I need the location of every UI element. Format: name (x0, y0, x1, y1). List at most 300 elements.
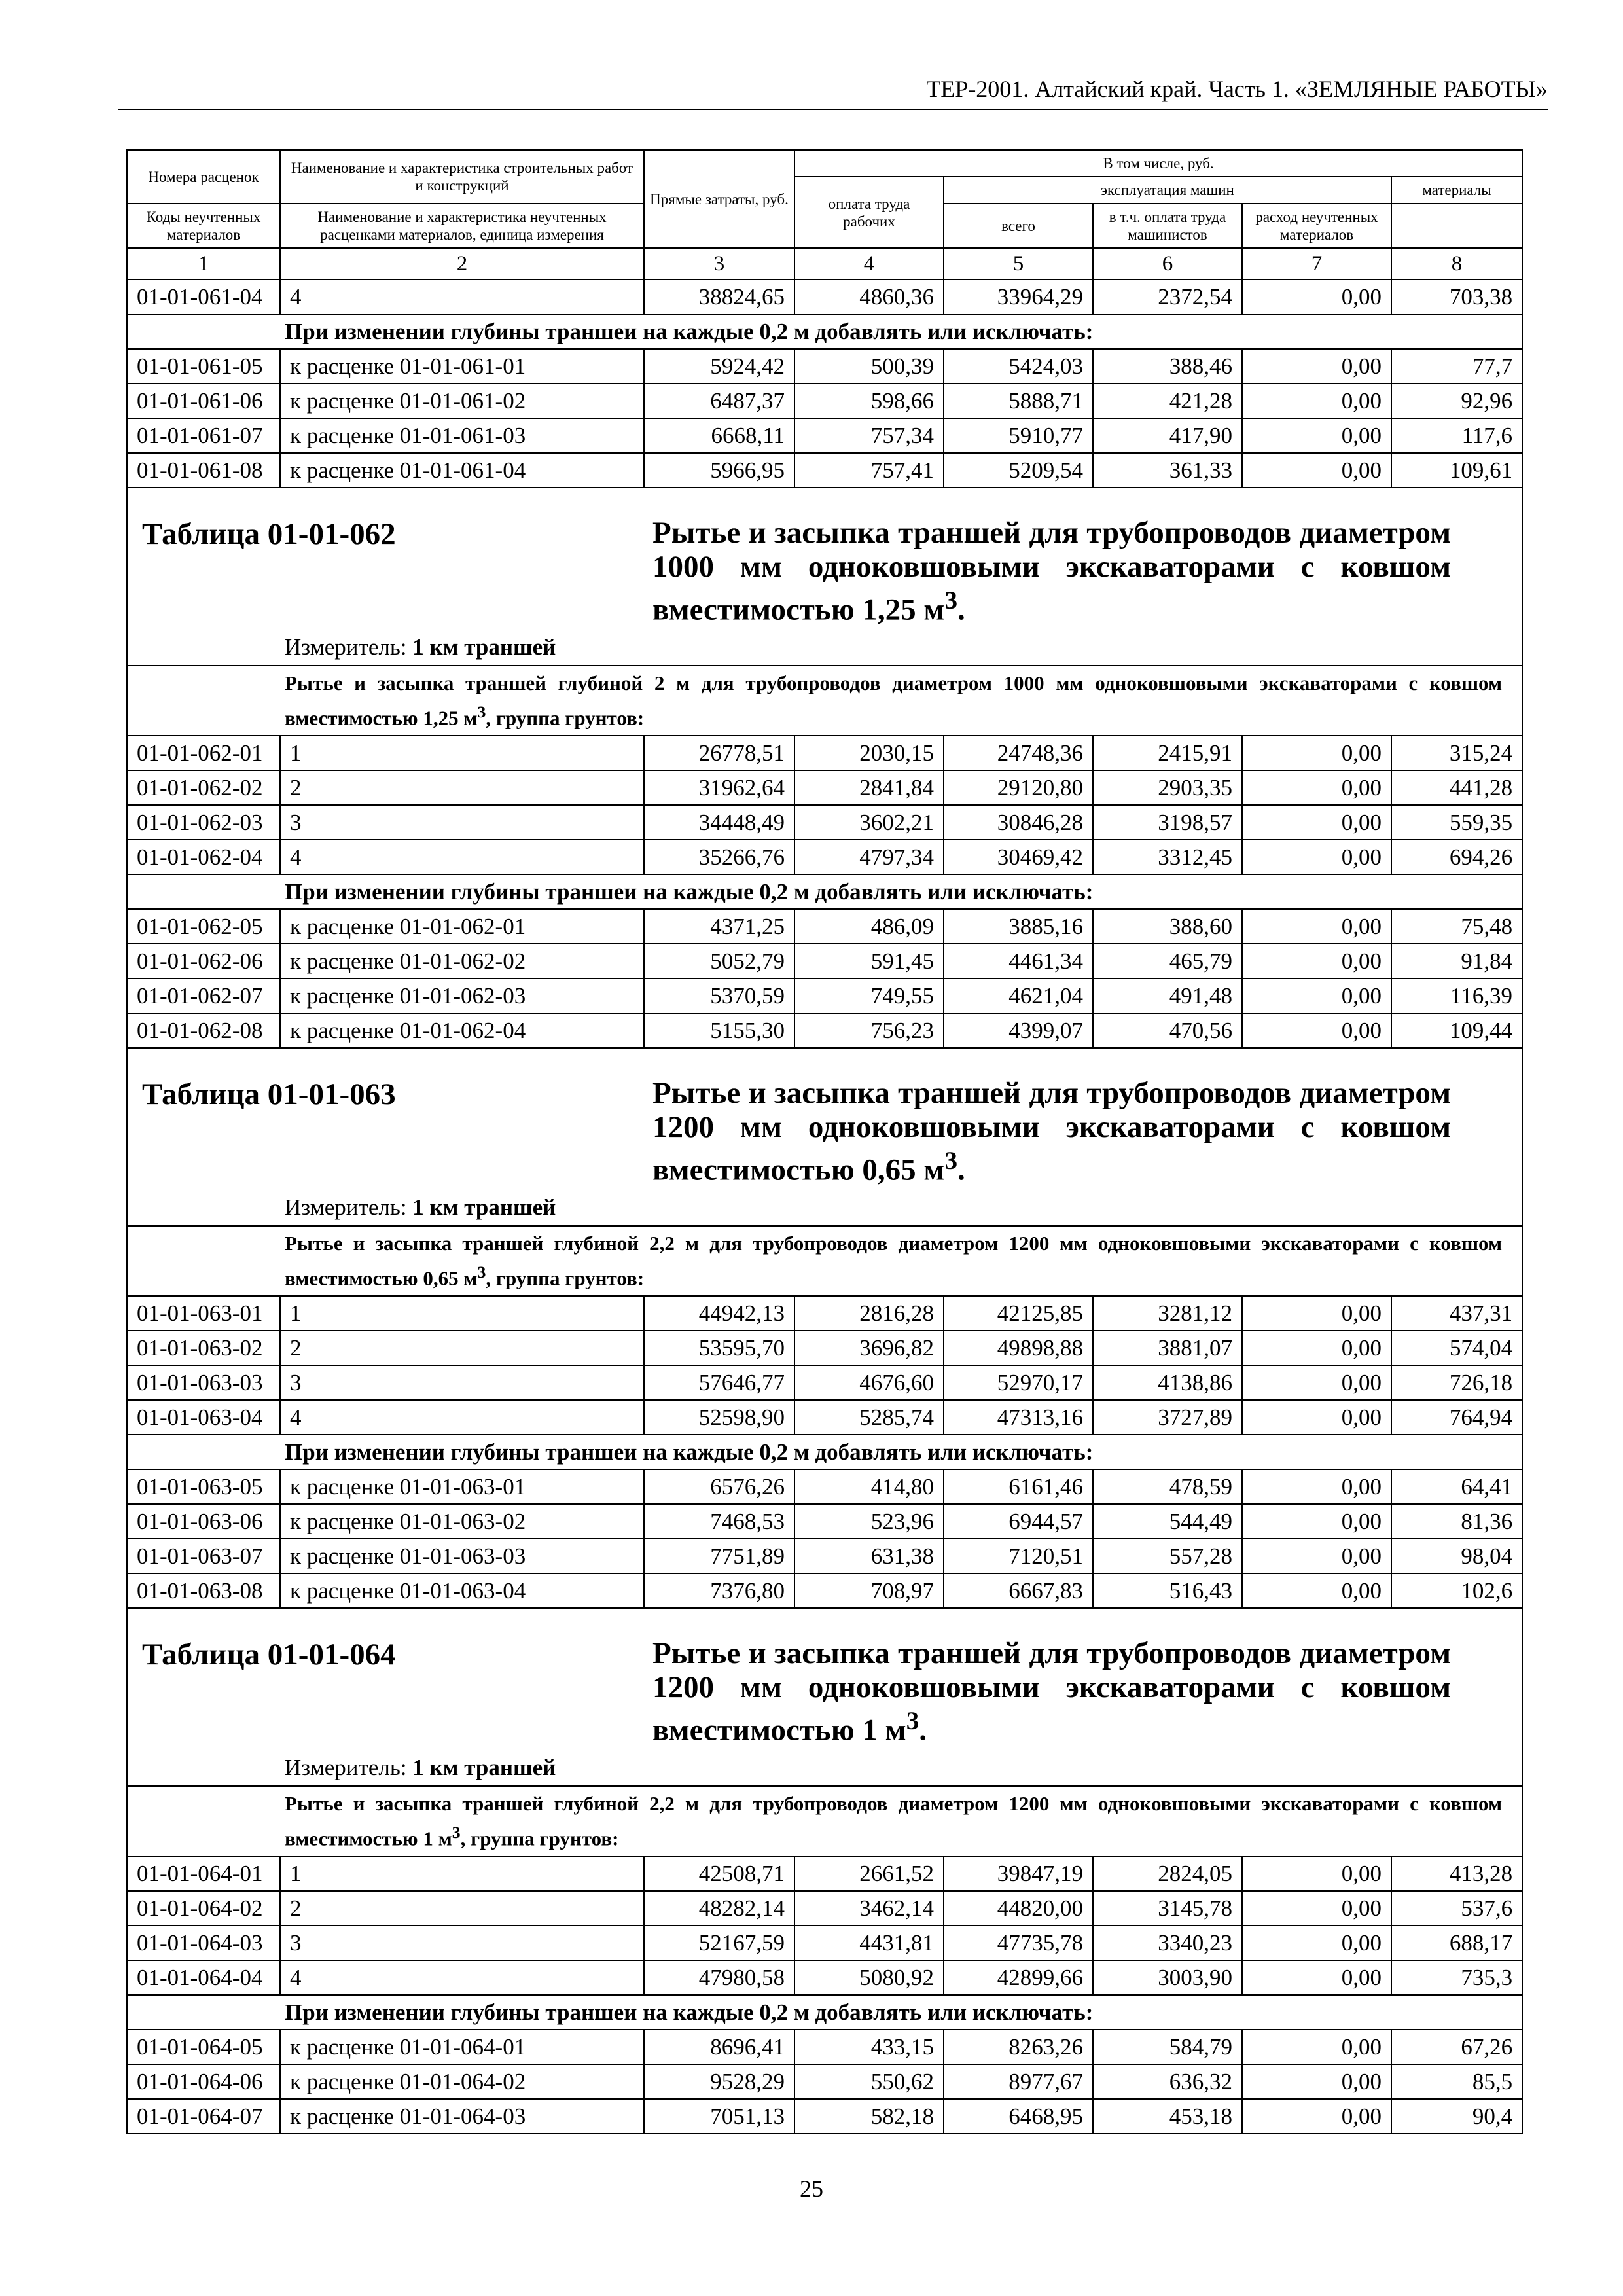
rate-name: к расценке 01-01-064-02 (280, 2064, 644, 2099)
rate-value: 0,00 (1242, 736, 1391, 770)
table-row (127, 805, 1522, 840)
column-number: 2 (280, 248, 644, 279)
rate-value: 42508,71 (644, 1856, 794, 1891)
superscript: 3 (452, 1822, 461, 1842)
rate-value: 0,00 (1242, 1400, 1391, 1435)
rate-value: 0,00 (1242, 1013, 1391, 1048)
rate-value: 470,56 (1093, 1013, 1242, 1048)
table-row (127, 1469, 1522, 1504)
rate-name: 4 (280, 1960, 644, 1995)
column-number: 1 (127, 248, 280, 279)
superscript: 3 (906, 1706, 919, 1735)
table-title-block (127, 1048, 1522, 1226)
rate-value: 465,79 (1093, 944, 1242, 978)
rate-name: к расценке 01-01-063-02 (280, 1504, 644, 1539)
rate-value: 38824,65 (644, 279, 794, 314)
col-codes-bottom: Коды неучтенных материалов (127, 204, 280, 248)
rate-value: 31962,64 (644, 770, 794, 805)
rate-value: 53595,70 (644, 1331, 794, 1365)
rate-value: 4676,60 (794, 1365, 944, 1400)
rate-value: 0,00 (1242, 1926, 1391, 1960)
rate-value: 5080,92 (794, 1960, 944, 1995)
rate-value: 7051,13 (644, 2099, 794, 2134)
table-row (127, 1504, 1522, 1539)
rate-value: 453,18 (1093, 2099, 1242, 2134)
table-row (127, 770, 1522, 805)
rate-value: 102,6 (1391, 1573, 1522, 1608)
group-text: Рытье и засыпка траншей глубиной 2 м для трубопроводов диаметром 1000 мм одноковшовыми экскаваторами с ковшом вместимостью 1,25 м (285, 671, 1503, 729)
rate-value: 2903,35 (1093, 770, 1242, 805)
rate-value: 478,59 (1093, 1469, 1242, 1504)
rate-value: 0,00 (1242, 2030, 1391, 2064)
table-row (127, 279, 1522, 314)
table-row (127, 2099, 1522, 2134)
depth-adjustment-note: При изменении глубины траншеи на каждые 0,2 м добавлять или исключать: (127, 874, 1522, 909)
table-title-end: . (919, 1713, 927, 1748)
table-number: Таблица 01-01-063 (142, 1077, 396, 1111)
rate-name: к расценке 01-01-061-04 (280, 453, 644, 488)
rate-value: 35266,76 (644, 840, 794, 874)
rate-value: 749,55 (794, 978, 944, 1013)
rate-value: 0,00 (1242, 978, 1391, 1013)
table-row (127, 840, 1522, 874)
col-unaccounted: расход неучтенных материалов (1242, 204, 1391, 248)
col-machines: эксплуатация машин (944, 177, 1391, 204)
rate-code: 01-01-061-04 (127, 279, 280, 314)
rate-value: 688,17 (1391, 1926, 1522, 1960)
rate-value: 3881,07 (1093, 1331, 1242, 1365)
rate-value: 0,00 (1242, 2064, 1391, 2099)
table-row (127, 1856, 1522, 1891)
rate-value: 491,48 (1093, 978, 1242, 1013)
rate-value: 30469,42 (944, 840, 1093, 874)
rate-value: 6668,11 (644, 418, 794, 453)
rate-code: 01-01-063-08 (127, 1573, 280, 1608)
rate-value: 2841,84 (794, 770, 944, 805)
unit-line (128, 1187, 1522, 1225)
rate-name: к расценке 01-01-062-01 (280, 909, 644, 944)
rate-name: 2 (280, 1891, 644, 1926)
rate-code: 01-01-062-03 (127, 805, 280, 840)
rate-name: 1 (280, 736, 644, 770)
group-text-end: , группа грунтов: (486, 706, 645, 729)
table-row (127, 909, 1522, 944)
rate-value: 4371,25 (644, 909, 794, 944)
rate-name: к расценке 01-01-062-04 (280, 1013, 644, 1048)
table-row (127, 1365, 1522, 1400)
rate-value: 0,00 (1242, 453, 1391, 488)
rate-value: 47980,58 (644, 1960, 794, 1995)
rate-value: 0,00 (1242, 805, 1391, 840)
rate-value: 2372,54 (1093, 279, 1242, 314)
rate-code: 01-01-063-03 (127, 1365, 280, 1400)
rate-value: 3340,23 (1093, 1926, 1242, 1960)
rate-value: 0,00 (1242, 418, 1391, 453)
depth-adjustment-note: При изменении глубины траншеи на каждые 0,2 м добавлять или исключать: (127, 1435, 1522, 1469)
rate-value: 91,84 (1391, 944, 1522, 978)
col-total: всего (944, 204, 1093, 248)
rate-code: 01-01-064-03 (127, 1926, 280, 1960)
unit-label: Измеритель: (285, 634, 407, 660)
rate-code: 01-01-063-01 (127, 1296, 280, 1331)
rate-code: 01-01-064-02 (127, 1891, 280, 1926)
rate-value: 4797,34 (794, 840, 944, 874)
table-title-row (127, 488, 1522, 666)
rate-value: 8696,41 (644, 2030, 794, 2064)
rate-name: 3 (280, 805, 644, 840)
rate-name: к расценке 01-01-063-04 (280, 1573, 644, 1608)
rate-value: 8263,26 (944, 2030, 1093, 2064)
superscript: 3 (944, 586, 958, 615)
rate-value: 0,00 (1242, 1891, 1391, 1926)
rate-value: 0,00 (1242, 1469, 1391, 1504)
table-row (127, 1331, 1522, 1365)
rate-value: 0,00 (1242, 840, 1391, 874)
rate-value: 631,38 (794, 1539, 944, 1573)
table-row (127, 1400, 1522, 1435)
rate-value: 48282,14 (644, 1891, 794, 1926)
rate-value: 42899,66 (944, 1960, 1093, 1995)
rate-value: 0,00 (1242, 1573, 1391, 1608)
table-title (652, 1636, 1451, 1748)
unit-value: 1 км траншей (412, 634, 556, 660)
rate-value: 544,49 (1093, 1504, 1242, 1539)
rate-value: 98,04 (1391, 1539, 1522, 1573)
rate-value: 0,00 (1242, 349, 1391, 384)
rate-name: 2 (280, 1331, 644, 1365)
rate-name: к расценке 01-01-063-03 (280, 1539, 644, 1573)
price-sheet (126, 149, 1522, 2134)
col-wages: оплата труда рабочих (794, 177, 944, 248)
table-row (127, 418, 1522, 453)
rate-value: 0,00 (1242, 944, 1391, 978)
rate-value: 756,23 (794, 1013, 944, 1048)
table-row (127, 978, 1522, 1013)
rate-value: 3145,78 (1093, 1891, 1242, 1926)
rate-value: 85,5 (1391, 2064, 1522, 2099)
table-body (127, 279, 1522, 2134)
rate-value: 5285,74 (794, 1400, 944, 1435)
depth-adjustment-note: При изменении глубины траншеи на каждые 0,2 м добавлять или исключать: (127, 314, 1522, 349)
page-number: 25 (800, 2176, 823, 2202)
col-materials: материалы (1391, 177, 1522, 204)
rate-value: 413,28 (1391, 1856, 1522, 1891)
rate-value: 109,44 (1391, 1013, 1522, 1048)
table-title-block (127, 488, 1522, 666)
rate-value: 5888,71 (944, 384, 1093, 418)
rate-value: 77,7 (1391, 349, 1522, 384)
table-row (127, 944, 1522, 978)
rate-code: 01-01-063-05 (127, 1469, 280, 1504)
rate-value: 7120,51 (944, 1539, 1093, 1573)
table-title-text: Рытье и засыпка траншей для трубопроводов диаметром 1200 мм одноковшовыми экскаваторами с ковшом вместимостью 1 м (652, 1636, 1451, 1748)
rate-value: 116,39 (1391, 978, 1522, 1013)
rate-value: 117,6 (1391, 418, 1522, 453)
rate-value: 6468,95 (944, 2099, 1093, 2134)
table-number: Таблица 01-01-062 (142, 517, 396, 551)
superscript: 3 (477, 1262, 486, 1282)
group-description (127, 1226, 1522, 1296)
rate-value: 5966,95 (644, 453, 794, 488)
rate-value: 417,90 (1093, 418, 1242, 453)
subheading-row (127, 314, 1522, 349)
rate-value: 437,31 (1391, 1296, 1522, 1331)
rate-value: 67,26 (1391, 2030, 1522, 2064)
rate-value: 5924,42 (644, 349, 794, 384)
rate-code: 01-01-063-06 (127, 1504, 280, 1539)
rate-value: 2824,05 (1093, 1856, 1242, 1891)
rate-value: 92,96 (1391, 384, 1522, 418)
rate-value: 81,36 (1391, 1504, 1522, 1539)
rate-value: 414,80 (794, 1469, 944, 1504)
rate-value: 5155,30 (644, 1013, 794, 1048)
rate-value: 3312,45 (1093, 840, 1242, 874)
rate-value: 735,3 (1391, 1960, 1522, 1995)
unit-label: Измеритель: (285, 1754, 407, 1780)
rate-value: 4621,04 (944, 978, 1093, 1013)
rate-value: 523,96 (794, 1504, 944, 1539)
rate-value: 7468,53 (644, 1504, 794, 1539)
rate-value: 24748,36 (944, 736, 1093, 770)
rate-value: 33964,29 (944, 279, 1093, 314)
rate-name: 4 (280, 840, 644, 874)
superscript: 3 (944, 1146, 958, 1175)
subheading-row (127, 874, 1522, 909)
rate-value: 703,38 (1391, 279, 1522, 314)
rate-value: 500,39 (794, 349, 944, 384)
rate-value: 3602,21 (794, 805, 944, 840)
col-operators: в т.ч. оплата труда машинистов (1093, 204, 1242, 248)
rate-name: к расценке 01-01-062-03 (280, 978, 644, 1013)
group-row (127, 1786, 1522, 1856)
unit-line (128, 627, 1522, 665)
rate-value: 4860,36 (794, 279, 944, 314)
rate-code: 01-01-063-02 (127, 1331, 280, 1365)
rate-name: 2 (280, 770, 644, 805)
table-title-text: Рытье и засыпка траншей для трубопроводов диаметром 1200 мм одноковшовыми экскаваторами с ковшом вместимостью 0,65 м (652, 1075, 1451, 1187)
table-header (127, 150, 1522, 279)
rate-value: 52970,17 (944, 1365, 1093, 1400)
rate-value: 3003,90 (1093, 1960, 1242, 1995)
table-title-end: . (957, 592, 965, 627)
rate-value: 5209,54 (944, 453, 1093, 488)
rate-value: 559,35 (1391, 805, 1522, 840)
table-row (127, 1926, 1522, 1960)
rate-value: 4461,34 (944, 944, 1093, 978)
rate-value: 3281,12 (1093, 1296, 1242, 1331)
rate-name: к расценке 01-01-064-01 (280, 2030, 644, 2064)
group-text: Рытье и засыпка траншей глубиной 2,2 м для трубопроводов диаметром 1200 мм одноковшовыми экскаваторами с ковшом вместимостью 0,65 м (285, 1231, 1503, 1289)
column-number: 5 (944, 248, 1093, 279)
rate-value: 44820,00 (944, 1891, 1093, 1926)
rate-value: 9528,29 (644, 2064, 794, 2099)
rate-name: 4 (280, 1400, 644, 1435)
rate-code: 01-01-062-07 (127, 978, 280, 1013)
unit-line (128, 1748, 1522, 1785)
table-row (127, 1573, 1522, 1608)
rate-value: 34448,49 (644, 805, 794, 840)
rate-code: 01-01-064-04 (127, 1960, 280, 1995)
rate-value: 6487,37 (644, 384, 794, 418)
rate-value: 757,41 (794, 453, 944, 488)
rate-value: 30846,28 (944, 805, 1093, 840)
rate-value: 2030,15 (794, 736, 944, 770)
rate-value: 584,79 (1093, 2030, 1242, 2064)
table-row (127, 349, 1522, 384)
rate-value: 4138,86 (1093, 1365, 1242, 1400)
rate-value: 486,09 (794, 909, 944, 944)
rate-value: 3198,57 (1093, 805, 1242, 840)
rate-code: 01-01-061-07 (127, 418, 280, 453)
rate-name: к расценке 01-01-064-03 (280, 2099, 644, 2134)
rate-value: 0,00 (1242, 1296, 1391, 1331)
rate-value: 0,00 (1242, 1960, 1391, 1995)
rate-value: 0,00 (1242, 909, 1391, 944)
rate-value: 2661,52 (794, 1856, 944, 1891)
rate-value: 388,60 (1093, 909, 1242, 944)
column-numbers (127, 248, 1522, 279)
group-description (127, 1786, 1522, 1856)
rate-code: 01-01-061-08 (127, 453, 280, 488)
rate-value: 5370,59 (644, 978, 794, 1013)
table-row (127, 1960, 1522, 1995)
rate-value: 708,97 (794, 1573, 944, 1608)
rate-value: 0,00 (1242, 1365, 1391, 1400)
group-text-end: , группа грунтов: (486, 1266, 645, 1289)
rate-value: 49898,88 (944, 1331, 1093, 1365)
rate-name: 1 (280, 1856, 644, 1891)
table-row (127, 1296, 1522, 1331)
rate-code: 01-01-062-04 (127, 840, 280, 874)
table-title-end: . (957, 1153, 965, 1187)
unit-value: 1 км траншей (412, 1754, 556, 1780)
group-description (127, 666, 1522, 736)
rate-value: 57646,77 (644, 1365, 794, 1400)
rate-value: 557,28 (1093, 1539, 1242, 1573)
rate-name: 3 (280, 1926, 644, 1960)
rate-value: 8977,67 (944, 2064, 1093, 2099)
table-row (127, 453, 1522, 488)
rate-value: 6667,83 (944, 1573, 1093, 1608)
rate-code: 01-01-062-02 (127, 770, 280, 805)
column-number: 4 (794, 248, 944, 279)
rate-value: 2415,91 (1093, 736, 1242, 770)
unit-value: 1 км траншей (412, 1194, 556, 1220)
rate-code: 01-01-062-01 (127, 736, 280, 770)
table-title (652, 1076, 1451, 1187)
column-number: 7 (1242, 248, 1391, 279)
unit-label: Измеритель: (285, 1194, 407, 1220)
rate-value: 694,26 (1391, 840, 1522, 874)
table-row (127, 2030, 1522, 2064)
rate-value: 44942,13 (644, 1296, 794, 1331)
table-title (652, 516, 1451, 627)
table-number: Таблица 01-01-064 (142, 1637, 396, 1672)
table-row (127, 736, 1522, 770)
col-direct: Прямые затраты, руб. (644, 150, 794, 248)
rate-name: 1 (280, 1296, 644, 1331)
rate-name: к расценке 01-01-063-01 (280, 1469, 644, 1504)
rate-code: 01-01-064-06 (127, 2064, 280, 2099)
table-row (127, 1891, 1522, 1926)
column-number: 3 (644, 248, 794, 279)
rate-name: к расценке 01-01-061-02 (280, 384, 644, 418)
rate-value: 47735,78 (944, 1926, 1093, 1960)
rate-value: 598,66 (794, 384, 944, 418)
col-incl: В том числе, руб. (794, 150, 1522, 177)
table-row (127, 2064, 1522, 2099)
rates-table (126, 149, 1523, 2134)
table-title-block (127, 1608, 1522, 1786)
rate-value: 4399,07 (944, 1013, 1093, 1048)
rate-value: 42125,85 (944, 1296, 1093, 1331)
rate-value: 726,18 (1391, 1365, 1522, 1400)
rate-code: 01-01-063-07 (127, 1539, 280, 1573)
rate-value: 52598,90 (644, 1400, 794, 1435)
rate-code: 01-01-062-05 (127, 909, 280, 944)
rate-code: 01-01-062-06 (127, 944, 280, 978)
rate-code: 01-01-064-07 (127, 2099, 280, 2134)
subheading-row (127, 1435, 1522, 1469)
rate-value: 315,24 (1391, 736, 1522, 770)
rate-value: 0,00 (1242, 1331, 1391, 1365)
rate-value: 6944,57 (944, 1504, 1093, 1539)
rate-value: 3885,16 (944, 909, 1093, 944)
rate-value: 0,00 (1242, 384, 1391, 418)
rate-value: 5424,03 (944, 349, 1093, 384)
rate-code: 01-01-064-01 (127, 1856, 280, 1891)
table-title-row (127, 1608, 1522, 1786)
rate-value: 550,62 (794, 2064, 944, 2099)
rate-value: 3696,82 (794, 1331, 944, 1365)
column-number: 8 (1391, 248, 1522, 279)
rate-value: 7751,89 (644, 1539, 794, 1573)
rate-value: 7376,80 (644, 1573, 794, 1608)
column-number: 6 (1093, 248, 1242, 279)
rate-value: 52167,59 (644, 1926, 794, 1960)
rate-value: 0,00 (1242, 1504, 1391, 1539)
rate-value: 388,46 (1093, 349, 1242, 384)
rate-value: 90,4 (1391, 2099, 1522, 2134)
depth-adjustment-note: При изменении глубины траншеи на каждые 0,2 м добавлять или исключать: (127, 1995, 1522, 2030)
rate-value: 441,28 (1391, 770, 1522, 805)
rate-value: 75,48 (1391, 909, 1522, 944)
rate-value: 6576,26 (644, 1469, 794, 1504)
rate-value: 764,94 (1391, 1400, 1522, 1435)
rate-value: 4431,81 (794, 1926, 944, 1960)
rate-value: 5052,79 (644, 944, 794, 978)
group-text-end: , группа грунтов: (460, 1826, 619, 1850)
superscript: 3 (477, 702, 486, 721)
table-row (127, 1013, 1522, 1048)
rate-value: 516,43 (1093, 1573, 1242, 1608)
rate-name: к расценке 01-01-061-01 (280, 349, 644, 384)
table-row (127, 1539, 1522, 1573)
table-row (127, 384, 1522, 418)
col-name-bottom: Наименование и характеристика неучтенных расценками материалов, единица измерения (280, 204, 644, 248)
rate-value: 0,00 (1242, 1539, 1391, 1573)
rate-value: 537,6 (1391, 1891, 1522, 1926)
rate-name: 3 (280, 1365, 644, 1400)
rate-value: 591,45 (794, 944, 944, 978)
rate-value: 109,61 (1391, 453, 1522, 488)
table-title-row (127, 1048, 1522, 1226)
rate-value: 29120,80 (944, 770, 1093, 805)
rate-value: 574,04 (1391, 1331, 1522, 1365)
rate-value: 64,41 (1391, 1469, 1522, 1504)
group-text: Рытье и засыпка траншей глубиной 2,2 м для трубопроводов диаметром 1200 мм одноковшовыми экскаваторами с ковшом вместимостью 1 м (285, 1791, 1503, 1850)
table-title-text: Рытье и засыпка траншей для трубопроводов диаметром 1000 мм одноковшовыми экскаваторами с ковшом вместимостью 1,25 м (652, 516, 1451, 627)
